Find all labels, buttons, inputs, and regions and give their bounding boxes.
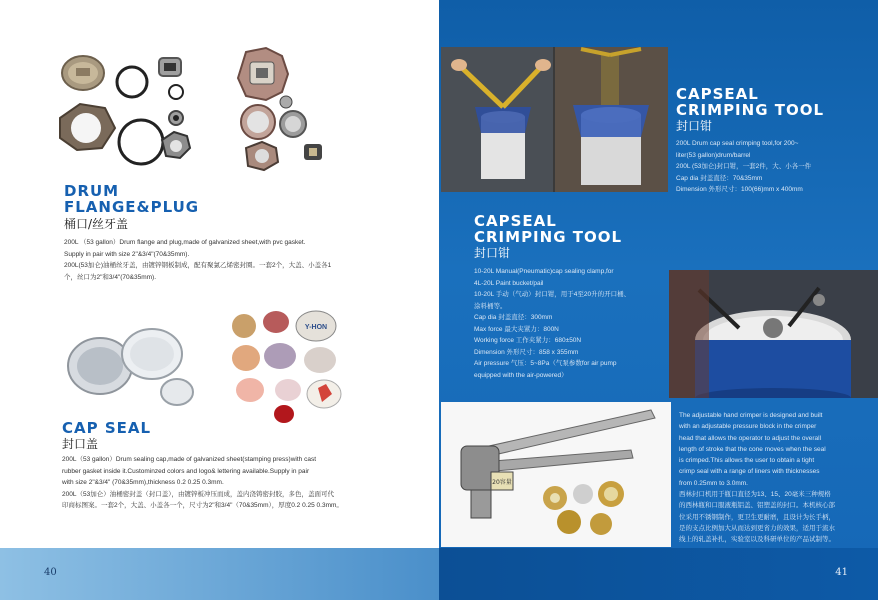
desc-line: 位采用不锈钢制作，更卫生更耐磨，且设计为长手柄， bbox=[679, 513, 835, 521]
left-page-footer-band bbox=[0, 548, 439, 600]
drum-flange-title-cn: 桶口/丝牙盖 bbox=[64, 217, 129, 231]
right-page-footer-band bbox=[439, 548, 878, 600]
desc-line: 印商标图案。一套2个，大盖、小盖各一个，尺寸为2"和3/4"（70&35mm），厚度0.2 0.25 0.3mm。 bbox=[62, 502, 343, 509]
drum-flange-description bbox=[64, 237, 384, 283]
desc-line: with size 2"&3/4" (70&35mm),thickness 0.2 0.25 0.3mm. bbox=[62, 479, 224, 486]
desc-line: equipped with the air-powered） bbox=[474, 371, 568, 379]
drum-flange-title bbox=[64, 183, 199, 232]
desc-line: 个，丝口为2"和3/4"(70&35mm). bbox=[64, 273, 157, 281]
desc-line: 10-20L Manual(Pneumatic)cap sealing clamp,for bbox=[474, 268, 614, 275]
desc-line: Dimension 外形尺寸：858 x 355mm bbox=[474, 348, 579, 356]
desc-line: liter(53 gallon)drum/barrel bbox=[676, 151, 751, 159]
desc-line: from 0.25mm to 3.0mm. bbox=[679, 479, 748, 487]
crimping-tool-middle-title bbox=[474, 213, 622, 261]
desc-line: with an adjustable pressure block in the crimper bbox=[679, 423, 817, 431]
pneumatic-crimper-photo bbox=[669, 270, 878, 398]
desc-line: 200L(53加仑)油桶丝牙盖，由镀锌钢板制成，配有聚氯乙烯密封圈。一套2个，大盖、小盖各1 bbox=[64, 262, 332, 269]
desc-line: 西林封口机用于瓶口直径为13、15、20毫米三种规格 bbox=[679, 491, 831, 499]
crimping-top-title-cn: 封口钳 bbox=[676, 119, 713, 133]
cap-seal-photo-right bbox=[228, 310, 368, 425]
flange-large-image bbox=[62, 56, 104, 90]
desc-line: rubber gasket inside it.Custominzed colors and logo& lettering available.Supply in pair bbox=[62, 467, 310, 475]
crimping-tool-photo-top bbox=[441, 47, 668, 192]
desc-line: Max force 最大夹紧力：800N bbox=[474, 325, 559, 333]
page-number-right: 41 bbox=[835, 567, 848, 578]
crimping-middle-title-cn: 封口钳 bbox=[474, 246, 511, 260]
cap-logo-text: Y-HON bbox=[304, 324, 328, 331]
hand-crimper-description bbox=[679, 410, 875, 546]
crimping-top-title-line2: CRIMPING TOOL bbox=[676, 101, 825, 119]
cap-seal-description bbox=[62, 454, 392, 512]
flange-plate-image bbox=[238, 48, 288, 100]
drum-flange-title-line2: FLANGE&PLUG bbox=[64, 198, 200, 216]
desc-line: 线上的轧盖补扎，实验室以及科研单位的产品试制等。 bbox=[679, 536, 835, 544]
desc-line: crimp seal with a range of liners with thicknesses bbox=[679, 468, 820, 476]
crimping-middle-title-line1: CAPSEAL bbox=[474, 212, 557, 230]
desc-line: 200L（53 gallon）Drum sealing cap,made of galvanized sheet(stamping press)with cast bbox=[62, 456, 316, 463]
desc-line: 4L-20L Paint bucket/pail bbox=[474, 279, 544, 287]
cap-seal-title-en: CAP SEAL bbox=[62, 419, 152, 437]
desc-line: Dimension 外形尺寸：100(66)mm x 400mm bbox=[676, 186, 803, 193]
desc-line: 200L（53加仑）油桶密封盖（封口盖），由镀锌板冲压而成，盖内浇铸密封胶，多色，盖面可代 bbox=[62, 490, 334, 498]
crimping-tool-top-description bbox=[676, 138, 872, 196]
cap-seal-photo-left bbox=[62, 318, 202, 408]
desc-line: 涂料桶等。 bbox=[474, 302, 507, 310]
desc-line: 是的支点比例加大从而达到更省力的效果，适用于流水 bbox=[679, 524, 835, 532]
desc-line: Air pressure 气压：5~8Pa（气泵参数for air pump bbox=[474, 360, 617, 367]
desc-line: Working force 工作夹紧力：680±50N bbox=[474, 337, 582, 344]
desc-line: Supply in pair with size 2"&3/4"(70&35mm). bbox=[64, 250, 190, 258]
cap-seal-title bbox=[62, 420, 151, 452]
desc-line: 10-20L 手动（气动）封口钳，用于4至20升的开口桶、 bbox=[474, 291, 631, 298]
desc-line: 200L （53 gallon）Drum flange and plug,made of galvanized sheet,with pvc gasket. bbox=[64, 239, 306, 246]
desc-line: 200L (53加仑)封口钳，一套2件，大、小各一件 bbox=[676, 163, 812, 170]
crimping-top-title-line1: CAPSEAL bbox=[676, 85, 759, 103]
crimping-middle-title-line2: CRIMPING TOOL bbox=[474, 228, 623, 246]
desc-line: length of stroke that the cone moves when the seal bbox=[679, 445, 826, 453]
desc-line: 的西林瓶和口服液瓶铝盖、铝塑盖的封口。本机核心部 bbox=[679, 502, 835, 510]
crimping-tool-middle-description bbox=[474, 266, 664, 381]
tool-label: 20容量 bbox=[492, 479, 512, 486]
desc-line: is crimped.This allows the user to obtain a tight bbox=[679, 457, 815, 465]
drum-flange-photo bbox=[50, 40, 330, 180]
desc-line: 200L Drum cap seal crimping tool,for 200~ bbox=[676, 140, 799, 147]
desc-line: Cap dia 封盖直径：300mm bbox=[474, 314, 553, 321]
page-number-left: 40 bbox=[44, 567, 57, 578]
hand-crimper-photo bbox=[441, 402, 671, 547]
drum-flange-title-line1: DRUM bbox=[64, 182, 120, 200]
desc-line: The adjustable hand crimper is designed and built bbox=[679, 412, 823, 419]
crimping-tool-top-title bbox=[676, 86, 824, 134]
cap-seal-title-cn: 封口盖 bbox=[62, 437, 99, 451]
desc-line: Cap dia 封盖直径：70&35mm bbox=[676, 174, 763, 182]
right-page bbox=[439, 0, 878, 600]
desc-line: head that allows the operator to adjust the overall bbox=[679, 434, 822, 442]
